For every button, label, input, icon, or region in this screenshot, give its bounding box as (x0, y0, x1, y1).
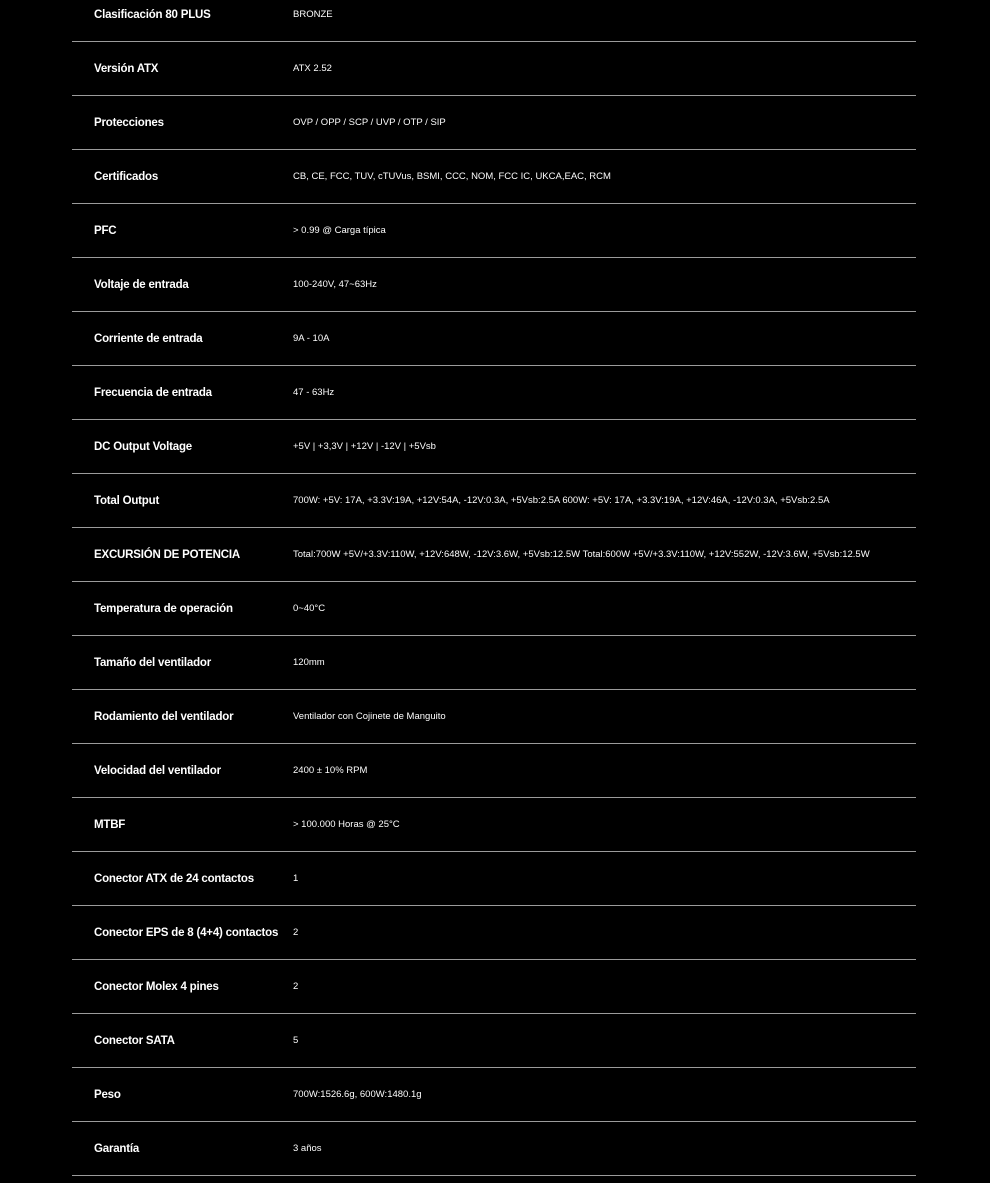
spec-value: 47 - 63Hz (293, 387, 335, 398)
spec-row-input-frequency (72, 366, 916, 420)
spec-row-fan-speed (72, 744, 916, 798)
spec-value: 120mm (293, 657, 325, 668)
spec-label: Conector EPS de 8 (4+4) contactos (94, 926, 279, 939)
spec-label: Garantía (94, 1142, 140, 1155)
spec-label: Versión ATX (94, 62, 159, 75)
spec-row-input-current (72, 312, 916, 366)
spec-row-input-voltage (72, 258, 916, 312)
spec-label: Protecciones (94, 116, 164, 129)
spec-value: 5 (293, 1035, 299, 1046)
spec-label: Temperatura de operación (94, 602, 233, 615)
spec-label: Velocidad del ventilador (94, 764, 221, 777)
spec-row-protections (72, 96, 916, 150)
spec-label: Frecuencia de entrada (94, 386, 212, 399)
spec-row-atx-version (72, 42, 916, 96)
spec-value: CB, CE, FCC, TUV, cTUVus, BSMI, CCC, NOM, FCC IC, UKCA,EAC, RCM (293, 171, 611, 182)
spec-row-power-excursion (72, 528, 916, 582)
spec-value: ATX 2.52 (293, 63, 332, 74)
spec-label: Conector Molex 4 pines (94, 980, 219, 993)
spec-value: OVP / OPP / SCP / UVP / OTP / SIP (293, 117, 446, 128)
spec-row-warranty (72, 1122, 916, 1176)
spec-value: > 100.000 Horas @ 25°C (293, 819, 400, 830)
spec-label: Tamaño del ventilador (94, 656, 211, 669)
spec-label: Conector ATX de 24 contactos (94, 872, 254, 885)
spec-row-80plus (72, 0, 916, 42)
spec-row-atx-24pin-connector (72, 852, 916, 906)
spec-value: 3 años (293, 1143, 322, 1154)
spec-row-certifications (72, 150, 916, 204)
spec-row-dc-output-voltage (72, 420, 916, 474)
spec-label: Certificados (94, 170, 159, 183)
spec-row-molex-connector (72, 960, 916, 1014)
spec-label: Clasificación 80 PLUS (94, 8, 211, 21)
spec-label: Peso (94, 1088, 121, 1101)
spec-label: Corriente de entrada (94, 332, 203, 345)
spec-value: 9A - 10A (293, 333, 330, 344)
spec-value: 100-240V, 47~63Hz (293, 279, 377, 290)
spec-value: 1 (293, 873, 299, 884)
spec-value: 0~40°C (293, 603, 326, 614)
spec-value: +5V | +3,3V | +12V | -12V | +5Vsb (293, 441, 436, 452)
spec-value: Total:700W +5V/+3.3V:110W, +12V:648W, -12V:3.6W, +5Vsb:12.5W Total:600W +5V/+3.3V:110W, +12V:552W, -12V:3.6W, +5Vsb:12.5W (293, 549, 870, 560)
spec-label: Total Output (94, 494, 160, 507)
spec-row-sata-connector (72, 1014, 916, 1068)
spec-value: BRONZE (293, 9, 333, 20)
spec-label: EXCURSIÓN DE POTENCIA (94, 548, 240, 561)
spec-label: Rodamiento del ventilador (94, 710, 234, 723)
spec-row-mtbf (72, 798, 916, 852)
spec-label: PFC (94, 224, 117, 237)
spec-value: 2400 ± 10% RPM (293, 765, 368, 776)
spec-label: MTBF (94, 818, 126, 831)
spec-value: 700W: +5V: 17A, +3.3V:19A, +12V:54A, -12V:0.3A, +5Vsb:2.5A 600W: +5V: 17A, +3.3V:19A, +12V:46A, -12V:0.3A, +5Vsb:2.5A (293, 495, 830, 506)
spec-label: DC Output Voltage (94, 440, 192, 453)
spec-label: Conector SATA (94, 1034, 175, 1047)
spec-value: Ventilador con Cojinete de Manguito (293, 711, 446, 722)
spec-value: 700W:1526.6g, 600W:1480.1g (293, 1089, 422, 1100)
spec-value: 2 (293, 927, 299, 938)
spec-value: > 0.99 @ Carga típica (293, 225, 386, 236)
spec-row-total-output (72, 474, 916, 528)
spec-row-fan-bearing (72, 690, 916, 744)
spec-row-fan-size (72, 636, 916, 690)
spec-table (72, 0, 916, 1176)
spec-row-operating-temperature (72, 582, 916, 636)
spec-value: 2 (293, 981, 299, 992)
spec-row-pfc (72, 204, 916, 258)
spec-row-eps-8pin-connector (72, 906, 916, 960)
spec-label: Voltaje de entrada (94, 278, 189, 291)
spec-row-weight (72, 1068, 916, 1122)
